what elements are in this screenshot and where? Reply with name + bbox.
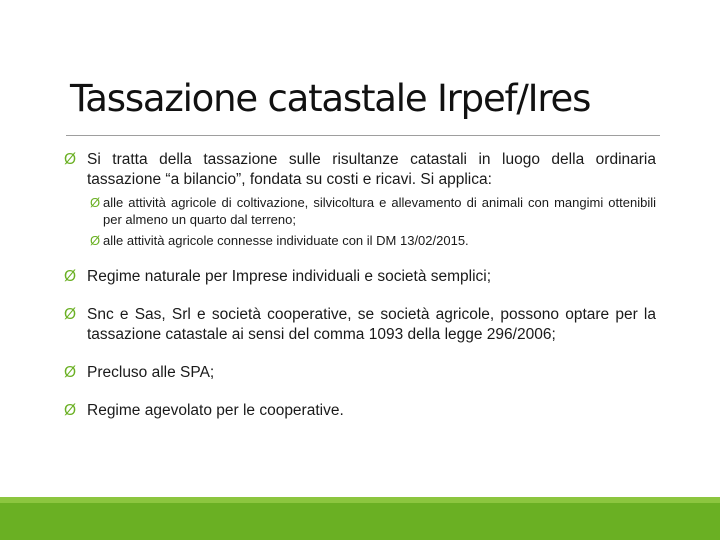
arrow-bullet-icon: Ø [90, 233, 101, 248]
bullet-text: Snc e Sas, Srl e società cooperative, se società agricole, possono optare per la tassazione catastale ai sensi del comma 1093 della legge 296/2006; [87, 306, 656, 343]
slide-content [64, 150, 656, 421]
title-divider [66, 135, 660, 136]
bullet-item [64, 363, 656, 383]
bullet-text: Regime agevolato per le cooperative. [87, 402, 344, 419]
sub-bullet-item [90, 194, 656, 228]
arrow-bullet-icon: Ø [64, 402, 77, 419]
bullet-item [64, 267, 656, 287]
arrow-bullet-icon: Ø [64, 306, 77, 323]
arrow-bullet-icon: Ø [64, 364, 77, 381]
bullet-item [64, 305, 656, 345]
bullet-item [64, 401, 656, 421]
arrow-bullet-icon: Ø [64, 151, 77, 168]
bullet-text: Regime naturale per Imprese individuali e società semplici; [87, 268, 492, 285]
bullet-item [64, 150, 656, 190]
bullet-text: Precluso alle SPA; [87, 364, 215, 381]
arrow-bullet-icon: Ø [90, 195, 101, 210]
arrow-bullet-icon: Ø [64, 268, 77, 285]
sub-bullet-text: alle attività agricole connesse individuate con il DM 13/02/2015. [103, 233, 469, 248]
slide-title: Tassazione catastale Irpef/Ires [70, 77, 591, 120]
sub-bullet-list [64, 194, 656, 249]
bullet-text: Si tratta della tassazione sulle risultanze catastali in luogo della ordinaria tassazione “a bilancio”, fondata su costi e ricavi. Si applica: [87, 151, 656, 188]
sub-bullet-text: alle attività agricole di coltivazione, silvicoltura e allevamento di animali con mangimi ottenibili per almeno un quarto dal terreno; [103, 195, 656, 227]
footer-band [0, 503, 720, 540]
sub-bullet-item [90, 232, 656, 249]
